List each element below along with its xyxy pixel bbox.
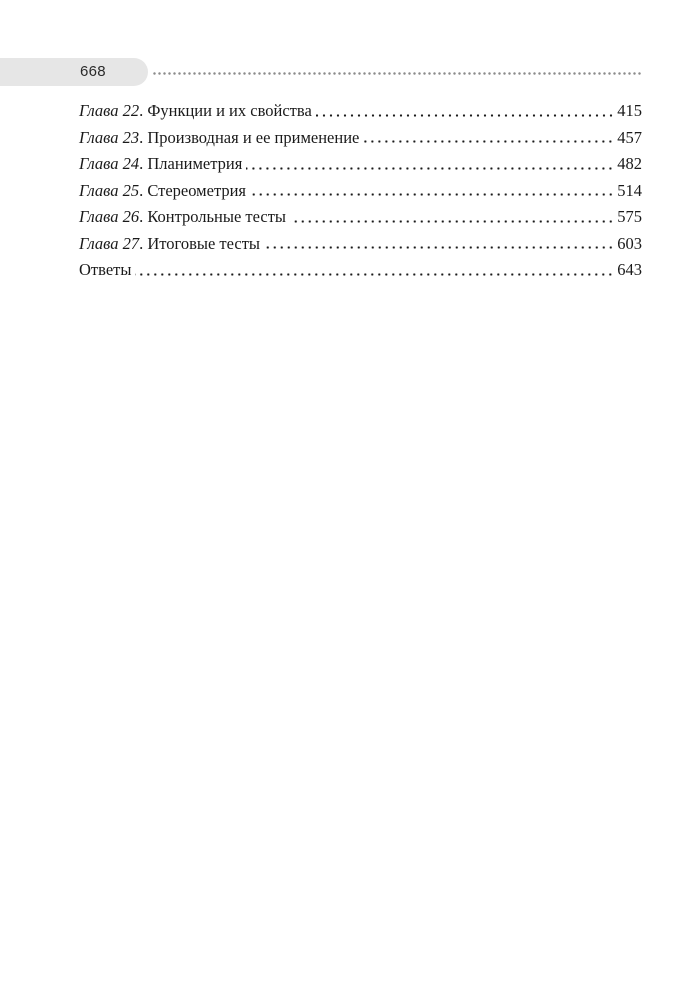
toc-entry-chapter-22[interactable] bbox=[79, 98, 642, 125]
toc-entry-chapter-27[interactable] bbox=[79, 231, 642, 258]
dot-leader bbox=[264, 246, 614, 249]
table-of-contents bbox=[79, 98, 642, 284]
toc-entry-label bbox=[79, 151, 242, 178]
page-ref: 482 bbox=[617, 154, 642, 173]
toc-entry-chapter-23[interactable] bbox=[79, 125, 642, 152]
page-number-tab bbox=[0, 58, 148, 86]
toc-entry-chapter-25[interactable] bbox=[79, 178, 642, 205]
toc-entry-label bbox=[79, 98, 312, 125]
chapter-title: . Функции и их свойства bbox=[139, 101, 312, 120]
toc-entry-label bbox=[79, 257, 131, 284]
page-header bbox=[0, 58, 700, 86]
chapter-prefix: Глава 22 bbox=[79, 101, 140, 120]
toc-entry-label bbox=[79, 204, 286, 231]
toc-entry-label bbox=[79, 125, 359, 152]
dot-leader bbox=[363, 140, 614, 143]
toc-entry-label bbox=[79, 231, 260, 258]
page-ref: 514 bbox=[617, 180, 642, 200]
chapter-title: . Планиметрия bbox=[139, 154, 243, 173]
dot-leader bbox=[316, 114, 614, 117]
chapter-prefix: Глава 25 bbox=[79, 180, 140, 200]
page-ref: 603 bbox=[617, 233, 642, 253]
chapter-prefix: Глава 24 bbox=[79, 154, 140, 173]
chapter-title: . Стереометрия bbox=[139, 180, 247, 200]
toc-entry-answers[interactable] bbox=[79, 257, 642, 284]
page-ref: 415 bbox=[617, 101, 642, 120]
chapter-prefix: Глава 23 bbox=[79, 127, 140, 147]
toc-entry-chapter-24[interactable] bbox=[79, 151, 642, 178]
page-ref: 457 bbox=[617, 127, 642, 147]
chapter-prefix: Глава 27 bbox=[79, 233, 140, 253]
chapter-title: . Итоговые тесты bbox=[139, 233, 260, 253]
page-ref: 643 bbox=[617, 260, 642, 279]
dot-leader bbox=[135, 273, 614, 276]
chapter-prefix: Глава 26 bbox=[79, 207, 140, 226]
page-ref: 575 bbox=[617, 207, 642, 226]
dot-leader bbox=[290, 220, 614, 223]
dot-leader bbox=[246, 167, 614, 170]
chapter-title: Ответы bbox=[79, 260, 132, 279]
page-number: 668 bbox=[80, 63, 106, 80]
dot-leader bbox=[250, 193, 614, 196]
toc-entry-label bbox=[79, 178, 246, 205]
toc-entry-chapter-26[interactable] bbox=[79, 204, 642, 231]
chapter-title: . Контрольные тесты bbox=[139, 207, 286, 226]
header-dotted-rule bbox=[152, 72, 642, 75]
chapter-title: . Производная и ее применение bbox=[139, 127, 360, 147]
